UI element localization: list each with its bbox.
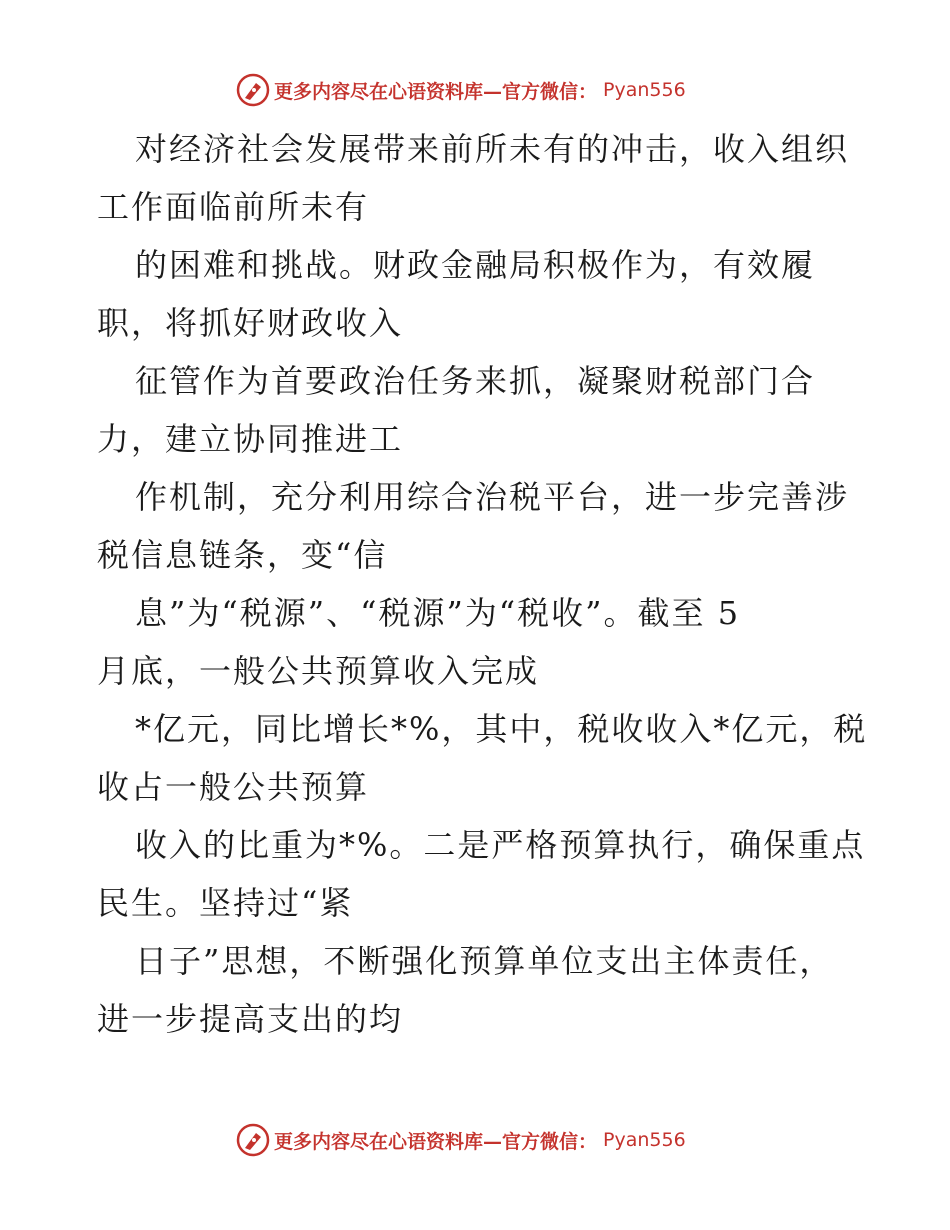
header-banner — [236, 72, 716, 108]
banner-wechat-id: Pyan556 — [603, 1129, 686, 1151]
pen-nib-logo-icon — [236, 1123, 270, 1157]
paragraph-line: 作机制，充分利用综合治税平台，进一步完善涉 — [135, 478, 850, 516]
paragraph-line: 的困难和挑战。财政金融局积极作为，有效履 — [135, 246, 816, 284]
paragraph-line: 职，将抓好财政收入 — [97, 304, 404, 342]
paragraph — [97, 236, 857, 352]
paragraph — [97, 584, 857, 700]
paragraph-line: 收入的比重为*%。二是严格预算执行，确保重点 — [135, 826, 866, 864]
paragraph-line: 民生。坚持过“紧 — [97, 884, 354, 922]
paragraph-line: 日子”思想，不断强化预算单位支出主体责任， — [135, 942, 834, 980]
banner-text: 更多内容尽在心语资料库—官方微信： — [274, 80, 598, 103]
paragraph-line: 月底，一般公共预算收入完成 — [97, 652, 540, 690]
paragraph-line: *亿元，同比增长*%，其中，税收收入*亿元，税 — [135, 710, 868, 748]
paragraph — [97, 468, 857, 584]
banner-text: 更多内容尽在心语资料库—官方微信： — [274, 1130, 598, 1153]
paragraph-line: 息”为“税源”、“税源”为“税收”。截至 5 — [135, 594, 741, 632]
document-body — [97, 120, 868, 1048]
paragraph-line: 税信息链条，变“信 — [97, 536, 388, 574]
paragraph — [97, 120, 857, 236]
paragraph — [97, 932, 857, 1048]
paragraph — [97, 816, 866, 932]
paragraph-line: 工作面临前所未有 — [97, 188, 370, 226]
paragraph-line: 征管作为首要政治任务来抓，凝聚财税部门合 — [135, 362, 816, 400]
footer-banner — [236, 1122, 716, 1158]
paragraph-line: 力，建立协同推进工 — [97, 420, 404, 458]
paragraph-line: 对经济社会发展带来前所未有的冲击，收入组织 — [135, 130, 850, 168]
paragraph — [97, 700, 868, 816]
paragraph-line: 进一步提高支出的均 — [97, 1000, 404, 1038]
pen-nib-logo-icon — [236, 73, 270, 107]
banner-wechat-id: Pyan556 — [603, 79, 686, 101]
paragraph — [97, 352, 857, 468]
paragraph-line: 收占一般公共预算 — [97, 768, 370, 806]
